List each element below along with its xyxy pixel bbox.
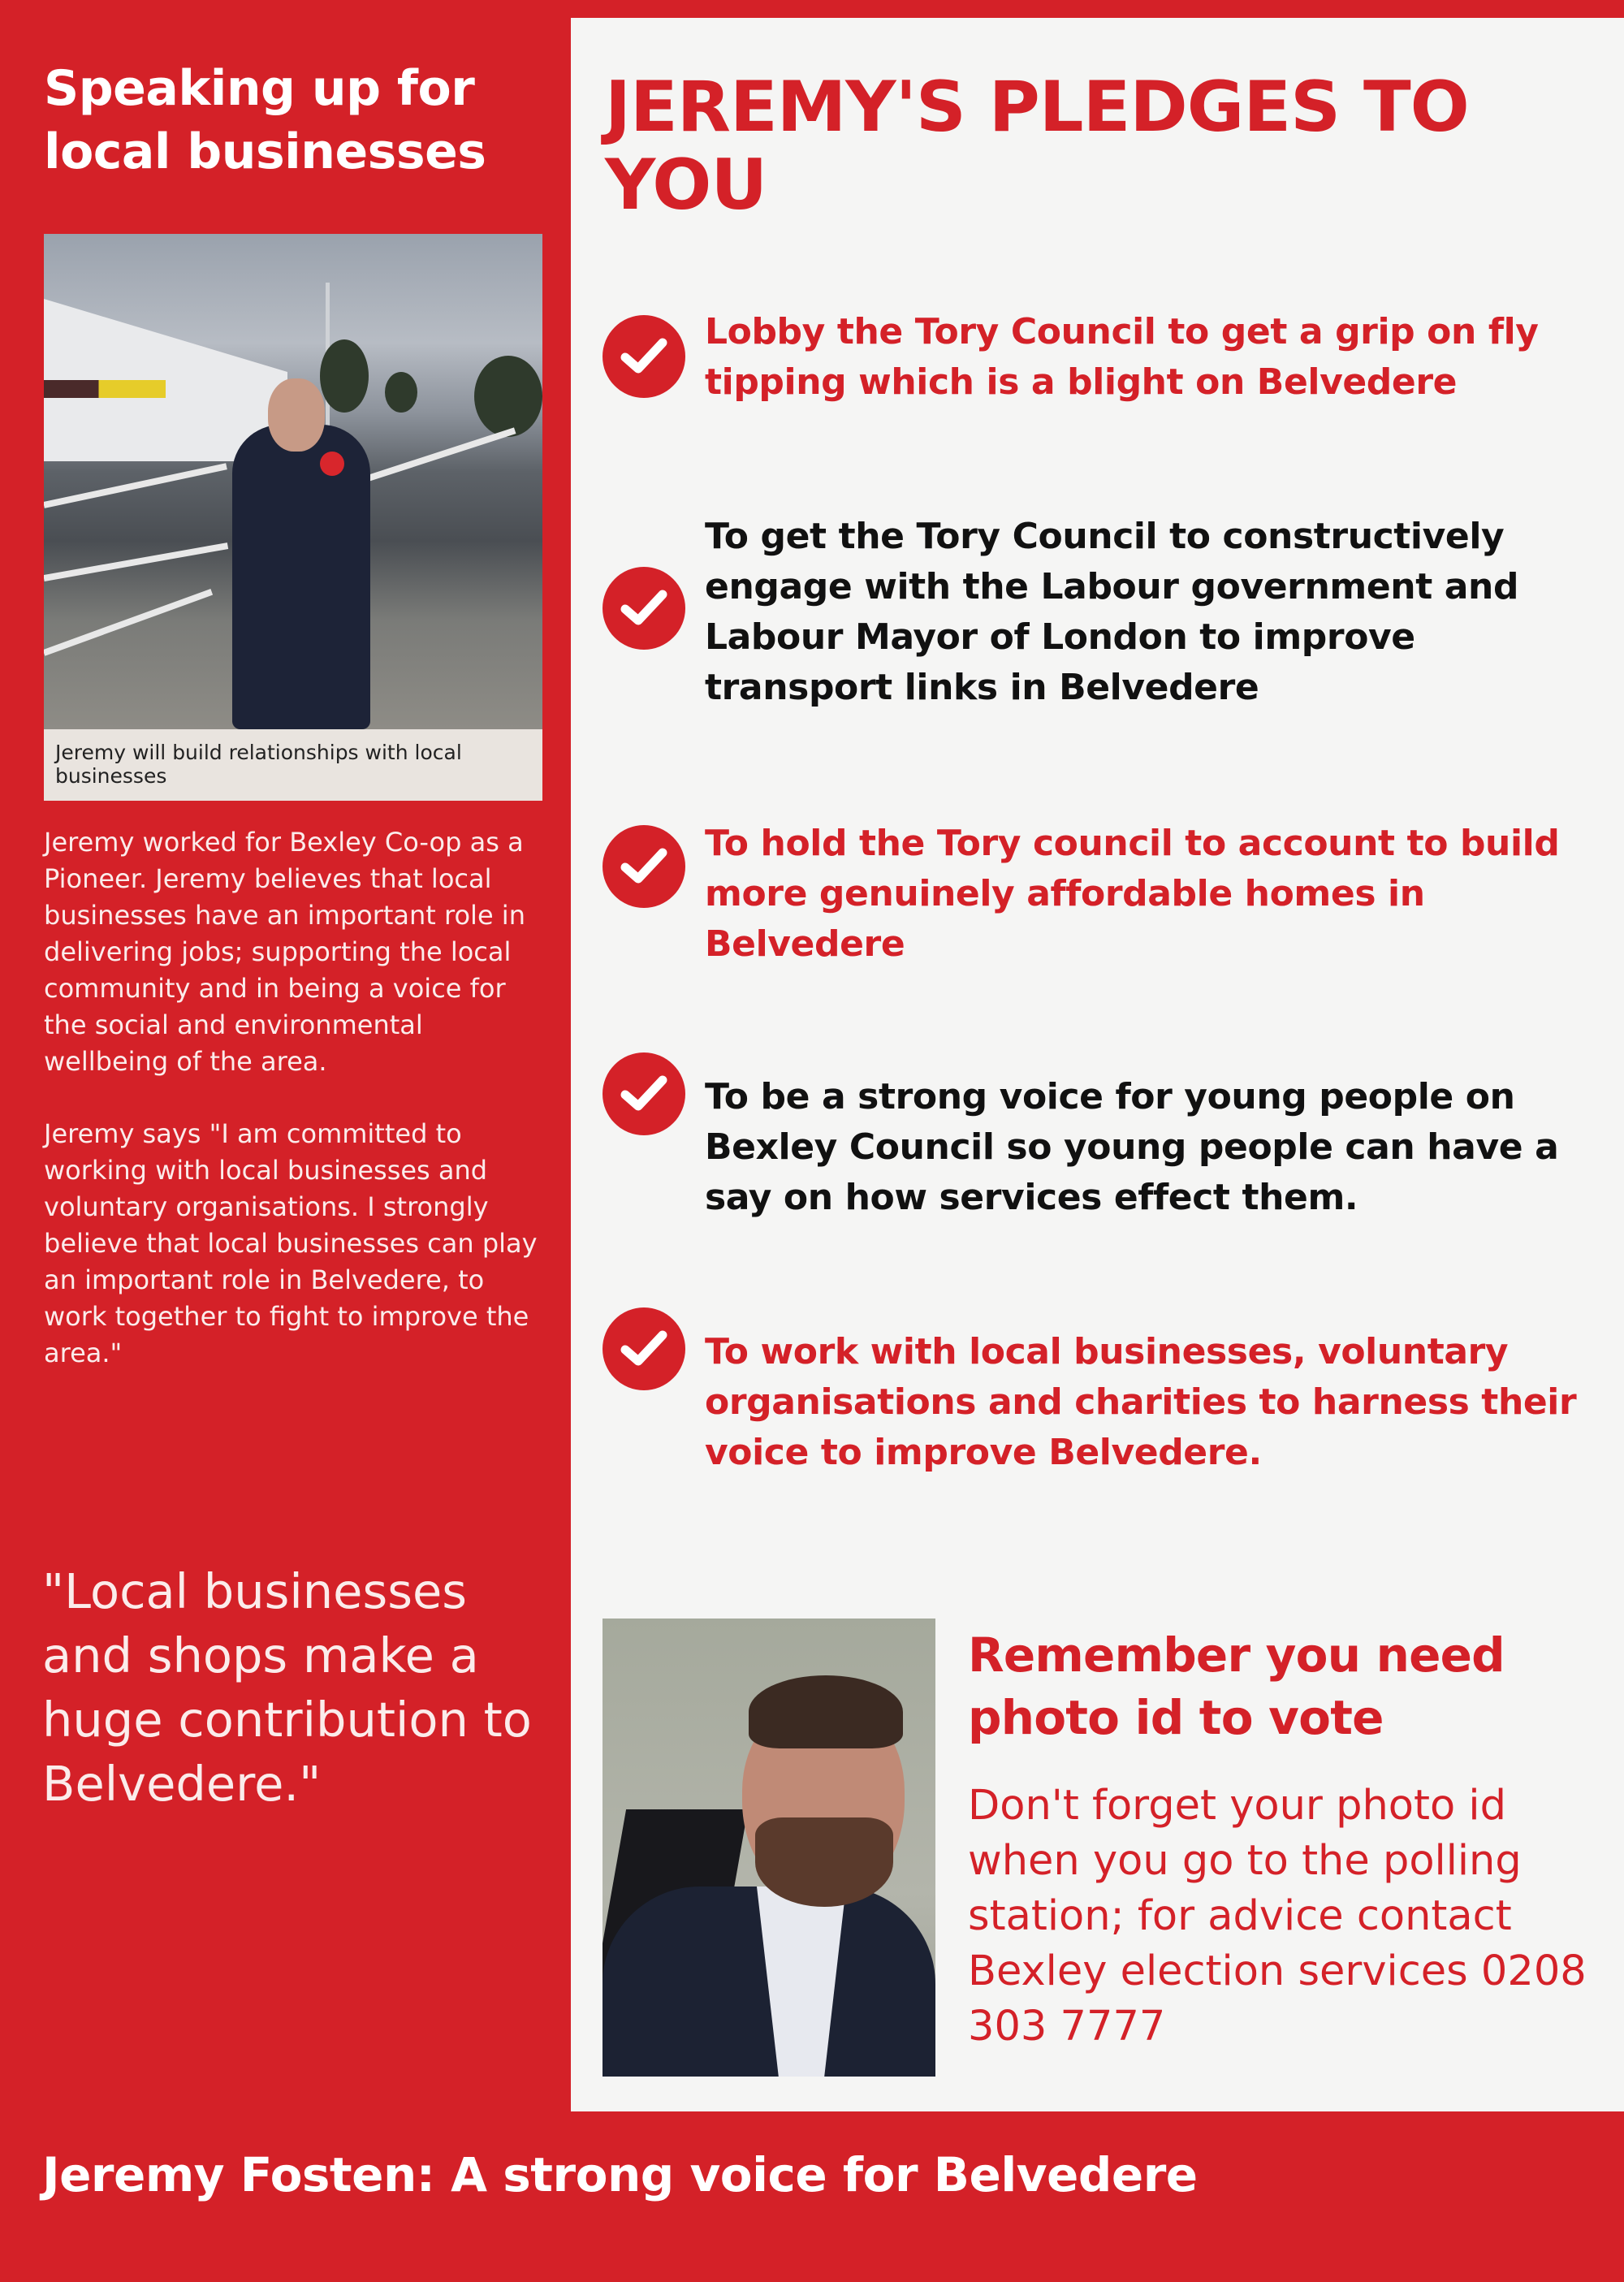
photo-caption: Jeremy will build relationships with local businesses: [44, 729, 542, 801]
photo-road-marking: [44, 589, 213, 656]
portrait-hair: [749, 1675, 903, 1748]
photo-road-marking: [360, 427, 516, 483]
check-circle-icon: [603, 825, 685, 908]
footer-tagline: Jeremy Fosten: A strong voice for Belvedere: [42, 2147, 1198, 2202]
bio-text: [44, 824, 547, 1407]
pull-quote: "Local businesses and shops make a huge contribution to Belvedere.": [42, 1563, 532, 1812]
red-rosette-icon: [320, 452, 344, 476]
pledges-title: JEREMY'S PLEDGES TO YOU: [605, 67, 1469, 226]
pledge-text: Lobby the Tory Council to get a grip on fly tipping which is a blight on Belvedere: [705, 311, 1539, 403]
photo-tree: [474, 356, 542, 437]
photo-road-marking: [44, 542, 228, 581]
street-photo: [44, 234, 542, 729]
photo-shop-sign: [44, 380, 166, 398]
check-circle-icon: [603, 1052, 685, 1135]
photo-person-head: [268, 378, 325, 452]
bio-paragraph: Jeremy worked for Bexley Co-op as a Pioneer. Jeremy believes that local businesses have an important role in delivering jobs; supporting the local community and in being a voice for the social and environmental wellbeing of the area.: [44, 827, 525, 1077]
pledge-text: To hold the Tory council to account to build more genuinely affordable homes in Belvedere: [705, 823, 1560, 965]
photo-tree: [320, 339, 369, 413]
pledge-text: To be a strong voice for young people on Bexley Council so young people can have a say on how services effect them.: [705, 1076, 1559, 1218]
photo-id-body: Don't forget your photo id when you go to the polling station; for advice contact Bexley election services 0208 303 7777: [968, 1782, 1587, 2051]
photo-person: [232, 425, 370, 729]
pledge-text: To work with local businesses, voluntary organisations and charities to harness their voice to improve Belvedere.: [705, 1331, 1577, 1473]
candidate-portrait: [603, 1619, 935, 2077]
check-circle-icon: [603, 567, 685, 650]
pledge-text: To get the Tory Council to constructively engage with the Labour government and Labour Mayor of London to improve transport links in Belvedere: [705, 516, 1519, 708]
photo-road-marking: [44, 463, 227, 508]
sidebar-heading: Speaking up for local businesses: [44, 60, 486, 180]
photo-tree: [385, 372, 417, 413]
check-circle-icon: [603, 1307, 685, 1390]
bio-quote-paragraph: Jeremy says "I am committed to working with local businesses and voluntary organisations. I strongly believe that local businesses can play an important role in Belvedere, to work together to fight to improve the area.": [44, 1118, 538, 1368]
photo-id-heading: Remember you need photo id to vote: [968, 1627, 1505, 1745]
portrait-beard: [755, 1817, 893, 1907]
check-circle-icon: [603, 315, 685, 398]
